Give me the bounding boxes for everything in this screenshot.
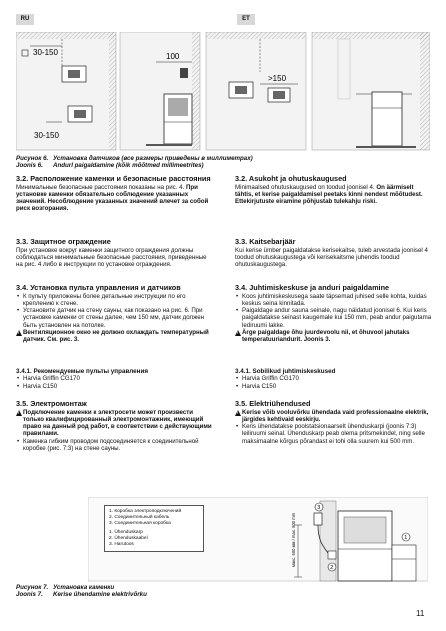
section-3-4-1-ru <box>16 368 214 390</box>
list-3-4-1-ru <box>16 375 214 389</box>
marker-3: 3 <box>317 505 321 511</box>
dim-label-d: >150 <box>268 74 287 83</box>
list-item: • Keris ühendatakse poolstatsionaarselt ühenduskarpi (joonis 7:3) leiliruumi seinal. Ühenduskarp peab olema pritsmekindel, ning selle maksimaalne kõrgus põrandast ei tohi olla suurem kui 500 mm. <box>235 423 433 445</box>
warning-icon: ! <box>235 410 241 416</box>
warning-3-5-ru: ! Подключение каменки к электросети может произвести только квалифицированный электромонтажник, имеющий право на данный род работ, в соответствии с действующими правилами. <box>18 408 212 438</box>
figure-6-caption-et-text: Andurl paigaldamine (kõik mõõtmed millimeetrites) <box>53 162 204 170</box>
heading-3-4-1-ru: 3.4.1. Рекомендуемые пульты управления <box>16 368 149 375</box>
figure-7-caption-ru-text: Установка каменки <box>53 584 115 591</box>
heading-3-2-ru: 3.2. Расположение каменки и безопасные расстояния <box>16 174 211 183</box>
figure-7-caption-et-text: Kerise ühendamine elektrivõrku <box>53 591 147 599</box>
figure-6-caption-ru-label: Рисунок 6. <box>16 155 49 162</box>
warning-icon: ! <box>235 330 241 336</box>
figure-7-caption-ru-label: Рисунок 7. <box>16 584 49 591</box>
list-item: • Harvia Griffin CG170 <box>16 375 214 382</box>
section-3-4-1-et <box>235 368 433 390</box>
heading-3-3-et: 3.3. Kaitsebarjäär <box>235 237 296 246</box>
figure-6-caption-ru-text: Установка датчиков (все размеры приведены в миллиметрах) <box>53 155 253 162</box>
page-number: 11 <box>416 609 425 618</box>
warning-icon: ! <box>16 330 22 336</box>
list-item: • Harvia Griffin CG170 <box>235 375 433 382</box>
paragraph-3-3-et: Kui kerise ümber paigaldatakse kerisekaitse, tuleb arvestada joonisel 4 toodud ohutuskaugustega või kerisekaitsme juhendis toodud ohutuskaugustega. <box>235 246 428 269</box>
list-3-4-1-et <box>235 375 433 389</box>
paragraph-3-2-ru: Минимальные безопасные расстояния показаны на рис. 4. При установке каменки обязательно соблюдение указанных значений. Несоблюдение указанных значений влечет за собой риск возгорания. <box>16 183 209 213</box>
section-3-4-et <box>235 284 433 343</box>
legend-item-et: 3. Harutoos <box>109 542 134 547</box>
list-3-4-ru <box>16 293 214 329</box>
dim-label-a: 30-150 <box>33 48 58 57</box>
figure-6-caption-et-label: Joonis 6. <box>16 162 43 170</box>
heading-3-3-ru: 3.3. Защитное ограждение <box>16 237 111 246</box>
warning-3-5-et: ! Kerise võib vooluvõrku ühendada vaid professionaalne elektrik, järgides kehtivaid eeskirju. <box>237 408 429 423</box>
legend-item-et: 2. Ühenduskaabel <box>109 536 148 541</box>
panel-sensor-wall <box>16 32 116 150</box>
list-3-5-ru <box>16 438 214 452</box>
paragraph-3-3-ru: При установке вокруг каменки защитного ограждения должны соблюдаться минимальные безопасные расстояния, приведенные на рис. 4 либо в инструкции по установке ограждения. <box>16 246 207 269</box>
marker-2: 2 <box>330 565 334 571</box>
paragraph-3-2-et: Minimaalsed ohutuskaugused on toodud joonisel 4. On äärmiselt tähtis, et kerise paigaldamisel peetaks kinni nendest mõõtudest. Ettekirjutuste eiramine põhjustab tulekahju riski. <box>235 183 423 206</box>
list-item: • Paigaldage andur sauna seinale, nagu näidatud joonisel 6. Kui keris paigaldatakse seinast kaugemale kui 150 mm, peab andur paigutama lediruumi lakke. <box>235 307 433 329</box>
section-3-4-ru <box>16 284 214 343</box>
panel-heater-distance <box>120 32 200 150</box>
figure-7-caption <box>16 584 316 599</box>
heading-3-4-ru: 3.4. Установка пульта управления и датчиков <box>16 283 181 292</box>
figure-6-sensor-installation <box>16 32 430 152</box>
list-3-4-et <box>235 293 433 329</box>
warning-3-4-ru: ! Вентиляционное окно не должно охлаждать температурный датчик. См. рис. 3. <box>18 328 209 343</box>
section-3-3-ru <box>16 238 214 268</box>
list-item: • Каменка гибким проводом подсоединяется к соединительной коробке (рис. 7:3) на стене сауны. <box>16 438 214 452</box>
section-3-2-ru <box>16 175 214 213</box>
heading-3-4-et: 3.4. Juhtimiskeskuse ja anduri paigaldamine <box>235 283 390 292</box>
section-3-5-ru <box>16 400 214 452</box>
list-item: • Koos juhtimiskeskusega saate täpsemad juhised selle kohta, kuidas keskus seina kinnitada. <box>235 293 433 307</box>
dim-label-b: 100 <box>166 52 180 61</box>
panel-heater-side <box>312 32 430 150</box>
list-item: • Harvia C150 <box>16 383 214 390</box>
marker-1: 1 <box>404 535 408 541</box>
heading-3-2-et: 3.2. Asukoht ja ohutuskaugused <box>235 174 347 183</box>
section-3-2-et <box>235 175 433 205</box>
list-item: • К пульту приложены более детальные инструкции по его креплению к стене. <box>16 293 214 307</box>
legend-item-ru: 3. Соединительная коробка <box>109 521 171 526</box>
list-item: • Harvia C150 <box>235 383 433 390</box>
list-3-5-et <box>235 423 433 445</box>
figure-7-caption-et-label: Joonis 7. <box>16 591 43 599</box>
legend-item-et: 1. Ühenduskarp <box>109 530 143 535</box>
language-tag-ru: RU <box>16 14 34 25</box>
heading-3-5-ru: 3.5. Электромонтаж <box>16 399 87 408</box>
heading-3-4-1-et: 3.4.1. Sobilikud juhtimiskeskused <box>235 368 336 375</box>
section-3-3-et <box>235 238 433 268</box>
language-tag-et: ET <box>237 14 255 25</box>
list-item: • Установите датчик на стену сауны, как показано на рис. 6. При установке каменки от стены далее, чем 150 мм, датчик должен быть установлен на потолке. <box>16 307 214 329</box>
warning-icon: ! <box>16 410 22 416</box>
dim-label-max-500: макс. 500 мм / max. 500 mm <box>291 512 296 567</box>
warning-3-4-et: ! Ärge paigaldage õhu juurdevoolu nii, et õhuvool jahutaks temperatuuriandurit. Joonis 3. <box>237 328 410 343</box>
legend-item-ru: 1. Коробка электроподключений <box>109 509 182 514</box>
section-3-5-et <box>235 400 433 445</box>
legend-item-ru: 2. Соединительный кабель <box>109 515 170 520</box>
heading-3-5-et: 3.5. Elektriühendused <box>235 399 311 408</box>
figure-6-caption <box>16 155 430 170</box>
dim-label-c: 30-150 <box>34 131 59 140</box>
figure-7-legend <box>104 505 204 552</box>
panel-ceiling-sensor <box>206 32 306 150</box>
